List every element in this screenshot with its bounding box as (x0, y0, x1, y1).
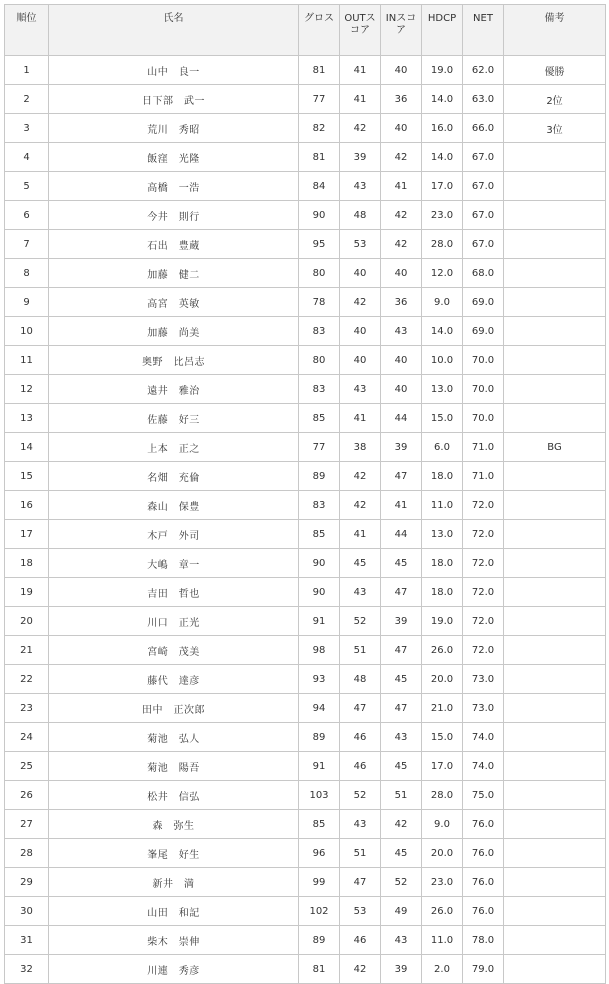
name-cell: 加藤 尚美 (49, 317, 299, 346)
rank-cell: 5 (5, 172, 49, 201)
table-row (5, 172, 606, 201)
name-cell: 今井 則行 (49, 201, 299, 230)
hdcp-cell: 18.0 (422, 462, 463, 491)
table-row (5, 694, 606, 723)
note-cell (504, 868, 606, 897)
net-cell: 71.0 (463, 433, 504, 462)
gross-cell: 96 (299, 839, 340, 868)
net-cell: 76.0 (463, 810, 504, 839)
hdcp-cell: 28.0 (422, 230, 463, 259)
name-cell: 大嶋 章一 (49, 549, 299, 578)
note-cell (504, 520, 606, 549)
net-cell: 75.0 (463, 781, 504, 810)
name-cell: 森山 保豊 (49, 491, 299, 520)
hdcp-cell: 19.0 (422, 607, 463, 636)
hdcp-cell: 23.0 (422, 868, 463, 897)
net-cell: 62.0 (463, 56, 504, 85)
table-row (5, 114, 606, 143)
results-table (4, 4, 606, 984)
gross-cell: 82 (299, 114, 340, 143)
in-score-cell: 47 (381, 694, 422, 723)
note-cell (504, 665, 606, 694)
net-cell: 67.0 (463, 143, 504, 172)
note-cell (504, 723, 606, 752)
table-row (5, 926, 606, 955)
rank-cell: 6 (5, 201, 49, 230)
name-cell: 高橋 一浩 (49, 172, 299, 201)
out-score-cell: 41 (340, 520, 381, 549)
in-score-cell: 52 (381, 868, 422, 897)
out-score-cell: 43 (340, 578, 381, 607)
in-score-cell: 45 (381, 752, 422, 781)
rank-cell: 20 (5, 607, 49, 636)
name-cell: 峯尾 好生 (49, 839, 299, 868)
note-cell (504, 955, 606, 984)
name-cell: 菊池 陽吾 (49, 752, 299, 781)
hdcp-cell: 20.0 (422, 839, 463, 868)
in-score-cell: 47 (381, 578, 422, 607)
in-score-cell: 42 (381, 810, 422, 839)
note-cell (504, 839, 606, 868)
name-cell: 松井 信弘 (49, 781, 299, 810)
table-row (5, 85, 606, 114)
in-score-cell: 49 (381, 897, 422, 926)
rank-cell: 31 (5, 926, 49, 955)
name-cell: 川口 正光 (49, 607, 299, 636)
hdcp-cell: 15.0 (422, 404, 463, 433)
note-cell (504, 636, 606, 665)
table-row (5, 56, 606, 85)
out-score-cell: 51 (340, 636, 381, 665)
in-score-cell: 51 (381, 781, 422, 810)
rank-cell: 19 (5, 578, 49, 607)
out-score-cell: 47 (340, 694, 381, 723)
rank-cell: 16 (5, 491, 49, 520)
table-row (5, 143, 606, 172)
note-cell (504, 781, 606, 810)
in-score-cell: 40 (381, 259, 422, 288)
gross-cell: 81 (299, 143, 340, 172)
note-cell (504, 607, 606, 636)
in-score-cell: 42 (381, 143, 422, 172)
note-cell (504, 694, 606, 723)
net-cell: 70.0 (463, 346, 504, 375)
note-cell (504, 549, 606, 578)
hdcp-cell: 18.0 (422, 549, 463, 578)
net-cell: 70.0 (463, 375, 504, 404)
in-score-cell: 42 (381, 230, 422, 259)
rank-cell: 4 (5, 143, 49, 172)
gross-cell: 84 (299, 172, 340, 201)
table-row (5, 752, 606, 781)
name-cell: 加藤 健二 (49, 259, 299, 288)
table-row (5, 317, 606, 346)
hdcp-cell: 13.0 (422, 520, 463, 549)
out-score-cell: 46 (340, 926, 381, 955)
out-score-cell: 46 (340, 752, 381, 781)
note-cell (504, 143, 606, 172)
in-score-cell: 41 (381, 172, 422, 201)
out-score-cell: 43 (340, 810, 381, 839)
in-score-cell: 47 (381, 636, 422, 665)
gross-cell: 102 (299, 897, 340, 926)
gross-cell: 80 (299, 259, 340, 288)
note-cell (504, 346, 606, 375)
hdcp-cell: 18.0 (422, 578, 463, 607)
name-cell: 遠井 雅治 (49, 375, 299, 404)
out-score-cell: 41 (340, 404, 381, 433)
rank-cell: 3 (5, 114, 49, 143)
name-cell: 飯窪 光隆 (49, 143, 299, 172)
gross-cell: 89 (299, 926, 340, 955)
rank-cell: 29 (5, 868, 49, 897)
header-in-score: INスコア (381, 5, 422, 56)
rank-cell: 1 (5, 56, 49, 85)
in-score-cell: 45 (381, 665, 422, 694)
rank-cell: 23 (5, 694, 49, 723)
name-cell: 藤代 達彦 (49, 665, 299, 694)
net-cell: 74.0 (463, 752, 504, 781)
note-cell (504, 201, 606, 230)
net-cell: 72.0 (463, 549, 504, 578)
out-score-cell: 48 (340, 665, 381, 694)
hdcp-cell: 17.0 (422, 172, 463, 201)
rank-cell: 13 (5, 404, 49, 433)
rank-cell: 24 (5, 723, 49, 752)
hdcp-cell: 26.0 (422, 636, 463, 665)
hdcp-cell: 9.0 (422, 810, 463, 839)
rank-cell: 2 (5, 85, 49, 114)
gross-cell: 90 (299, 578, 340, 607)
in-score-cell: 40 (381, 375, 422, 404)
table-row (5, 404, 606, 433)
name-cell: 山中 良一 (49, 56, 299, 85)
header-note: 備考 (504, 5, 606, 56)
out-score-cell: 46 (340, 723, 381, 752)
note-cell (504, 897, 606, 926)
rank-cell: 7 (5, 230, 49, 259)
net-cell: 71.0 (463, 462, 504, 491)
name-cell: 山田 和記 (49, 897, 299, 926)
rank-cell: 12 (5, 375, 49, 404)
hdcp-cell: 14.0 (422, 317, 463, 346)
out-score-cell: 40 (340, 317, 381, 346)
net-cell: 63.0 (463, 85, 504, 114)
out-score-cell: 43 (340, 375, 381, 404)
net-cell: 69.0 (463, 317, 504, 346)
name-cell: 石出 豊蔵 (49, 230, 299, 259)
table-row (5, 781, 606, 810)
name-cell: 荒川 秀昭 (49, 114, 299, 143)
hdcp-cell: 19.0 (422, 56, 463, 85)
name-cell: 上本 正之 (49, 433, 299, 462)
hdcp-cell: 6.0 (422, 433, 463, 462)
net-cell: 70.0 (463, 404, 504, 433)
gross-cell: 83 (299, 317, 340, 346)
net-cell: 67.0 (463, 201, 504, 230)
rank-cell: 15 (5, 462, 49, 491)
note-cell (504, 230, 606, 259)
note-cell (504, 404, 606, 433)
table-row (5, 665, 606, 694)
net-cell: 72.0 (463, 607, 504, 636)
gross-cell: 80 (299, 346, 340, 375)
rank-cell: 22 (5, 665, 49, 694)
note-cell (504, 172, 606, 201)
rank-cell: 18 (5, 549, 49, 578)
table-row (5, 433, 606, 462)
name-cell: 森 弥生 (49, 810, 299, 839)
note-cell: 優勝 (504, 56, 606, 85)
hdcp-cell: 9.0 (422, 288, 463, 317)
table-row (5, 810, 606, 839)
net-cell: 72.0 (463, 520, 504, 549)
in-score-cell: 43 (381, 317, 422, 346)
gross-cell: 98 (299, 636, 340, 665)
rank-cell: 30 (5, 897, 49, 926)
name-cell: 木戸 外司 (49, 520, 299, 549)
name-cell: 柴木 崇伸 (49, 926, 299, 955)
rank-cell: 25 (5, 752, 49, 781)
out-score-cell: 52 (340, 781, 381, 810)
hdcp-cell: 11.0 (422, 926, 463, 955)
name-cell: 田中 正次郎 (49, 694, 299, 723)
note-cell (504, 578, 606, 607)
gross-cell: 83 (299, 491, 340, 520)
gross-cell: 78 (299, 288, 340, 317)
out-score-cell: 41 (340, 85, 381, 114)
net-cell: 72.0 (463, 636, 504, 665)
rank-cell: 17 (5, 520, 49, 549)
note-cell: BG (504, 433, 606, 462)
rank-cell: 14 (5, 433, 49, 462)
note-cell (504, 462, 606, 491)
out-score-cell: 42 (340, 288, 381, 317)
in-score-cell: 39 (381, 607, 422, 636)
in-score-cell: 45 (381, 839, 422, 868)
table-row (5, 607, 606, 636)
in-score-cell: 44 (381, 520, 422, 549)
table-row (5, 520, 606, 549)
net-cell: 73.0 (463, 694, 504, 723)
table-row (5, 462, 606, 491)
note-cell (504, 926, 606, 955)
header-gross: グロス (299, 5, 340, 56)
gross-cell: 77 (299, 85, 340, 114)
net-cell: 67.0 (463, 230, 504, 259)
hdcp-cell: 20.0 (422, 665, 463, 694)
gross-cell: 81 (299, 56, 340, 85)
net-cell: 76.0 (463, 868, 504, 897)
in-score-cell: 42 (381, 201, 422, 230)
gross-cell: 85 (299, 520, 340, 549)
table-row (5, 578, 606, 607)
name-cell: 日下部 武一 (49, 85, 299, 114)
table-row (5, 636, 606, 665)
hdcp-cell: 10.0 (422, 346, 463, 375)
hdcp-cell: 2.0 (422, 955, 463, 984)
in-score-cell: 41 (381, 491, 422, 520)
gross-cell: 89 (299, 462, 340, 491)
rank-cell: 27 (5, 810, 49, 839)
rank-cell: 21 (5, 636, 49, 665)
name-cell: 宮崎 茂美 (49, 636, 299, 665)
hdcp-cell: 11.0 (422, 491, 463, 520)
out-score-cell: 38 (340, 433, 381, 462)
table-row (5, 201, 606, 230)
header-hdcp: HDCP (422, 5, 463, 56)
rank-cell: 28 (5, 839, 49, 868)
table-row (5, 839, 606, 868)
note-cell (504, 288, 606, 317)
table-row (5, 955, 606, 984)
net-cell: 72.0 (463, 491, 504, 520)
gross-cell: 90 (299, 549, 340, 578)
in-score-cell: 47 (381, 462, 422, 491)
hdcp-cell: 14.0 (422, 85, 463, 114)
table-row (5, 868, 606, 897)
net-cell: 72.0 (463, 578, 504, 607)
out-score-cell: 43 (340, 172, 381, 201)
gross-cell: 91 (299, 752, 340, 781)
in-score-cell: 36 (381, 85, 422, 114)
gross-cell: 94 (299, 694, 340, 723)
out-score-cell: 40 (340, 259, 381, 288)
hdcp-cell: 13.0 (422, 375, 463, 404)
in-score-cell: 44 (381, 404, 422, 433)
name-cell: 新井 満 (49, 868, 299, 897)
out-score-cell: 45 (340, 549, 381, 578)
out-score-cell: 39 (340, 143, 381, 172)
gross-cell: 83 (299, 375, 340, 404)
in-score-cell: 45 (381, 549, 422, 578)
table-row (5, 288, 606, 317)
note-cell (504, 317, 606, 346)
table-row (5, 259, 606, 288)
header-net: NET (463, 5, 504, 56)
rank-cell: 8 (5, 259, 49, 288)
gross-cell: 91 (299, 607, 340, 636)
note-cell (504, 375, 606, 404)
hdcp-cell: 23.0 (422, 201, 463, 230)
in-score-cell: 39 (381, 433, 422, 462)
table-row (5, 491, 606, 520)
in-score-cell: 43 (381, 926, 422, 955)
name-cell: 吉田 哲也 (49, 578, 299, 607)
out-score-cell: 42 (340, 114, 381, 143)
note-cell: 2位 (504, 85, 606, 114)
out-score-cell: 48 (340, 201, 381, 230)
rank-cell: 26 (5, 781, 49, 810)
note-cell (504, 259, 606, 288)
net-cell: 79.0 (463, 955, 504, 984)
in-score-cell: 36 (381, 288, 422, 317)
gross-cell: 85 (299, 404, 340, 433)
in-score-cell: 40 (381, 56, 422, 85)
in-score-cell: 43 (381, 723, 422, 752)
header-row (5, 5, 606, 56)
net-cell: 66.0 (463, 114, 504, 143)
rank-cell: 10 (5, 317, 49, 346)
hdcp-cell: 14.0 (422, 143, 463, 172)
gross-cell: 95 (299, 230, 340, 259)
net-cell: 76.0 (463, 839, 504, 868)
table-row (5, 346, 606, 375)
in-score-cell: 39 (381, 955, 422, 984)
header-out-score: OUTスコア (340, 5, 381, 56)
hdcp-cell: 21.0 (422, 694, 463, 723)
gross-cell: 99 (299, 868, 340, 897)
header-rank: 順位 (5, 5, 49, 56)
net-cell: 68.0 (463, 259, 504, 288)
header-name: 氏名 (49, 5, 299, 56)
out-score-cell: 42 (340, 491, 381, 520)
note-cell (504, 810, 606, 839)
in-score-cell: 40 (381, 346, 422, 375)
net-cell: 69.0 (463, 288, 504, 317)
out-score-cell: 42 (340, 462, 381, 491)
out-score-cell: 41 (340, 56, 381, 85)
out-score-cell: 51 (340, 839, 381, 868)
rank-cell: 11 (5, 346, 49, 375)
rank-cell: 9 (5, 288, 49, 317)
net-cell: 78.0 (463, 926, 504, 955)
hdcp-cell: 12.0 (422, 259, 463, 288)
table-row (5, 375, 606, 404)
net-cell: 74.0 (463, 723, 504, 752)
out-score-cell: 47 (340, 868, 381, 897)
table-row (5, 549, 606, 578)
out-score-cell: 42 (340, 955, 381, 984)
name-cell: 高宮 英敏 (49, 288, 299, 317)
rank-cell: 32 (5, 955, 49, 984)
table-row (5, 897, 606, 926)
name-cell: 川連 秀彦 (49, 955, 299, 984)
note-cell (504, 491, 606, 520)
out-score-cell: 52 (340, 607, 381, 636)
out-score-cell: 40 (340, 346, 381, 375)
out-score-cell: 53 (340, 230, 381, 259)
hdcp-cell: 26.0 (422, 897, 463, 926)
name-cell: 名畑 充倫 (49, 462, 299, 491)
gross-cell: 85 (299, 810, 340, 839)
in-score-cell: 40 (381, 114, 422, 143)
gross-cell: 89 (299, 723, 340, 752)
gross-cell: 90 (299, 201, 340, 230)
hdcp-cell: 17.0 (422, 752, 463, 781)
note-cell (504, 752, 606, 781)
net-cell: 73.0 (463, 665, 504, 694)
gross-cell: 93 (299, 665, 340, 694)
gross-cell: 103 (299, 781, 340, 810)
hdcp-cell: 15.0 (422, 723, 463, 752)
net-cell: 76.0 (463, 897, 504, 926)
hdcp-cell: 28.0 (422, 781, 463, 810)
name-cell: 奥野 比呂志 (49, 346, 299, 375)
table-row (5, 723, 606, 752)
out-score-cell: 53 (340, 897, 381, 926)
name-cell: 菊池 弘人 (49, 723, 299, 752)
gross-cell: 81 (299, 955, 340, 984)
gross-cell: 77 (299, 433, 340, 462)
note-cell: 3位 (504, 114, 606, 143)
net-cell: 67.0 (463, 172, 504, 201)
table-row (5, 230, 606, 259)
hdcp-cell: 16.0 (422, 114, 463, 143)
name-cell: 佐藤 好三 (49, 404, 299, 433)
